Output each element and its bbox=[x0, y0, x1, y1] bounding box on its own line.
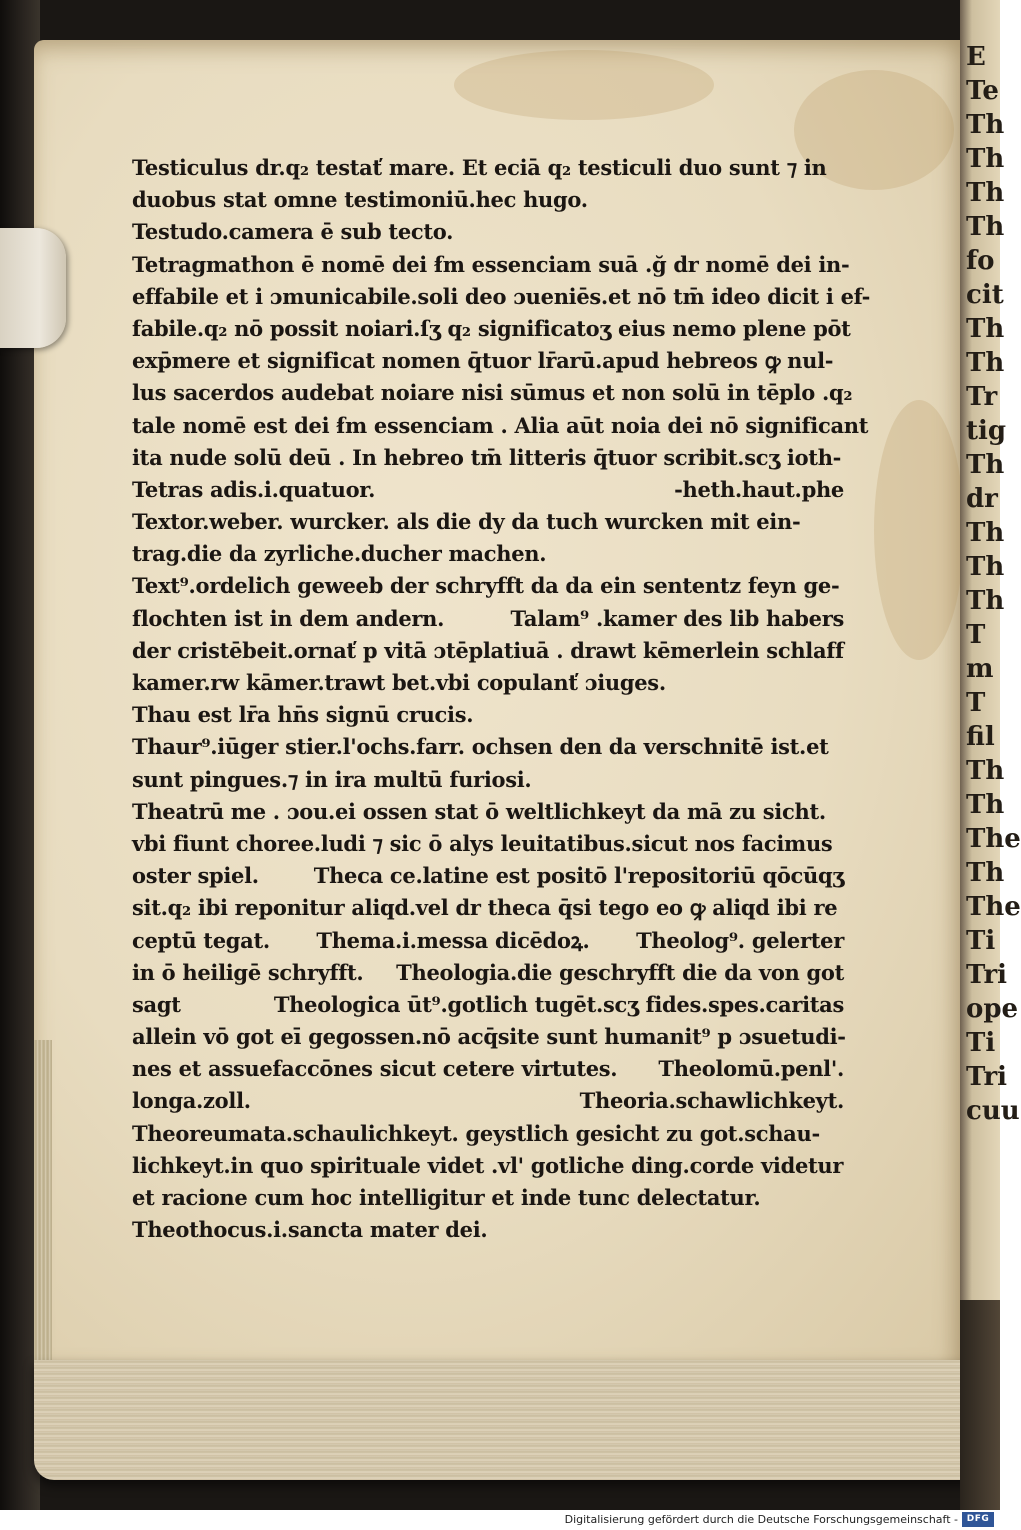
text-segment: der cristēbeit.ornať p vitā ɔtēplatiuā . drawt kēmerlein schlaff bbox=[132, 637, 844, 663]
facing-page-text bbox=[966, 40, 1021, 1300]
text-line bbox=[132, 152, 844, 184]
text-segment: duobus stat omne testimoniū.hec hugo. bbox=[132, 187, 588, 213]
facing-page-fragment: Ti bbox=[966, 1028, 996, 1058]
text-segment: Theca ce.latine est positō l'repositoriū qōcūqʒ bbox=[313, 863, 844, 889]
text-line bbox=[132, 313, 851, 345]
text-segment: Theologica ūt⁹.gotlich tugēt.scʒ fides.spes.caritas bbox=[273, 991, 844, 1017]
text-segment: kamer.rw kāmer.trawt bet.vbi copulanť ɔiuges. bbox=[132, 670, 666, 695]
facing-page-fragment: Th bbox=[966, 756, 1005, 786]
text-segment: Tetragmathon ē nomē dei ẜm essenciam suā .ğ dr nomē dei in- bbox=[132, 251, 850, 277]
text-segment: Thau est lr̄a hn̄s signū crucis. bbox=[132, 702, 474, 728]
text-line bbox=[132, 442, 844, 474]
text-line bbox=[132, 828, 844, 860]
water-stain bbox=[454, 50, 714, 120]
text-line bbox=[132, 925, 844, 957]
text-line bbox=[132, 410, 869, 442]
text-line bbox=[132, 892, 844, 924]
text-segment: Theologia.die geschryfft die da von got bbox=[396, 959, 844, 985]
text-segment: Thema.i.messa dicēdoꝝ. bbox=[316, 927, 590, 953]
page-text-block bbox=[132, 152, 871, 1246]
facing-page-fragment: The bbox=[966, 892, 1021, 922]
text-line bbox=[132, 635, 844, 667]
facing-page-fragment: Th bbox=[966, 586, 1005, 616]
text-line bbox=[132, 1182, 844, 1214]
text-line bbox=[132, 345, 844, 377]
facing-page-fragment: Tri bbox=[966, 1062, 1008, 1092]
text-segment: Theolog⁹. gelerter bbox=[636, 927, 844, 953]
text-segment: Theatrū me . ɔou.ei ossen stat ō weltlichkeyt da mā zu sicht. bbox=[132, 798, 826, 824]
facing-page-fragment: fil bbox=[966, 722, 995, 752]
text-line bbox=[132, 957, 844, 989]
facing-page-fragment: dr bbox=[966, 484, 998, 514]
text-segment: sunt pingues.⁊ in ira multū furiosi. bbox=[132, 766, 532, 792]
text-line bbox=[132, 731, 844, 763]
text-segment: sit.q₂ ibi reponitur aliqd.vel dr theca q̄si tego eo ꝙ aliqd ibi re bbox=[132, 895, 838, 921]
text-segment: Textor.weber. wurcker. als die dy da tuch wurcken mit ein- bbox=[132, 509, 801, 535]
facing-page-shadow bbox=[960, 1300, 1000, 1510]
text-segment: Testudo.camera ē sub tecto. bbox=[132, 219, 454, 245]
text-segment: Tetras adis.i.quatuor. bbox=[132, 476, 376, 502]
facing-page-fragment: The bbox=[966, 824, 1021, 854]
text-line bbox=[132, 860, 844, 892]
text-line bbox=[132, 699, 844, 731]
text-line bbox=[132, 603, 844, 635]
water-stain bbox=[874, 400, 964, 660]
text-line bbox=[132, 216, 844, 248]
text-segment: Testiculus dr.q₂ testať mare. Et eciā q₂ testiculi duo sunt ⁊ in bbox=[132, 155, 827, 180]
facing-page-fragment: ope bbox=[966, 994, 1019, 1024]
text-segment: -heth.haut.phe bbox=[674, 476, 844, 502]
text-line bbox=[132, 570, 844, 602]
text-segment: vbi fiunt choree.ludi ⁊ sic ō alys leuitatibus.sicut nos facimus bbox=[132, 830, 833, 856]
text-line bbox=[132, 184, 844, 216]
facing-page-fragment: Th bbox=[966, 144, 1005, 174]
text-line bbox=[132, 474, 844, 506]
text-line bbox=[132, 538, 844, 570]
text-line bbox=[132, 1053, 844, 1085]
text-segment: Thaur⁹.iūger stier.l'ochs.farr. ochsen den da verschnitē ist.et bbox=[132, 734, 829, 760]
text-segment: lichkeyt.in quo spirituale videt .vl' gotliche ding.corde videtur bbox=[132, 1152, 844, 1178]
text-segment: ceptū tegat. bbox=[132, 927, 270, 953]
text-segment: trag.die da zyrliche.ducher machen. bbox=[132, 541, 547, 567]
text-segment: lus sacerdos audebat noiare nisi sūmus et non solū in tēplo .q₂ bbox=[132, 380, 853, 406]
text-line bbox=[132, 764, 844, 796]
text-line bbox=[132, 1214, 844, 1246]
text-segment: flochten ist in dem andern. bbox=[132, 605, 445, 631]
text-segment: Theoreumata.schaulichkeyt. geystlich gesicht zu got.schau- bbox=[132, 1120, 820, 1146]
facing-page-fragment: Tri bbox=[966, 960, 1008, 990]
text-segment: Talam⁹ .kamer des lib habers bbox=[510, 605, 844, 631]
facing-page-fragment: Ti bbox=[966, 926, 996, 956]
text-line bbox=[132, 377, 853, 409]
facing-page-fragment: E bbox=[966, 42, 986, 72]
text-line bbox=[132, 1150, 844, 1182]
facing-page-fragment: fo bbox=[966, 246, 995, 276]
text-segment: allein vō got eī gegossen.nō acq̄site sunt humanit⁹ p ɔsuetudi- bbox=[132, 1024, 846, 1050]
facing-page-fragment: Th bbox=[966, 552, 1005, 582]
book-clasp bbox=[0, 228, 66, 348]
page-edges-bottom bbox=[34, 1360, 974, 1480]
text-segment: effabile et i ɔmunicabile.soli deo ɔueniēs.et nō tm̄ ideo dicit i ef- bbox=[132, 283, 871, 309]
text-segment: tale nomē est dei ẜm essenciam . Alia aūt noia dei nō significant bbox=[132, 412, 869, 438]
text-line bbox=[132, 1021, 844, 1053]
facing-page-fragment: Tr bbox=[966, 382, 998, 412]
text-segment: sagt bbox=[132, 991, 181, 1017]
text-line bbox=[132, 281, 871, 313]
text-segment: longa.zoll. bbox=[132, 1088, 251, 1114]
facing-page-fragment: Th bbox=[966, 450, 1005, 480]
facing-page-fragment: m bbox=[966, 654, 994, 684]
facing-page-fragment: Th bbox=[966, 790, 1005, 820]
facing-page-fragment: Te bbox=[966, 76, 999, 106]
text-segment: Theolomū.penl'. bbox=[658, 1056, 844, 1082]
text-line bbox=[132, 249, 850, 281]
facing-page-fragment: Th bbox=[966, 178, 1005, 208]
text-line bbox=[132, 1118, 844, 1150]
facing-page-fragment: Th bbox=[966, 858, 1005, 888]
text-line bbox=[132, 506, 844, 538]
text-segment: et racione cum hoc intelligitur et inde tunc delectatur. bbox=[132, 1185, 761, 1210]
text-segment: fabile.q₂ nō possit noiari.ſʒ q₂ significatoʒ eius nemo plene pōt bbox=[132, 315, 851, 341]
facing-page-fragment: Th bbox=[966, 348, 1005, 378]
text-segment: oster spiel. bbox=[132, 863, 259, 889]
facing-page-fragment: tig bbox=[966, 416, 1007, 446]
facing-page-fragment: T bbox=[966, 620, 986, 650]
facing-page-fragment: cit bbox=[966, 280, 1004, 310]
text-segment: ita nude solū deū . In hebreo tm̄ litteris q̄tuor scribit.scʒ ioth- bbox=[132, 444, 842, 470]
facing-page-fragment: Th bbox=[966, 314, 1005, 344]
facing-page-fragment: cuu bbox=[966, 1096, 1020, 1126]
facing-page-fragment: Th bbox=[966, 212, 1005, 242]
footer-credit: Digitalisierung gefördert durch die Deutsche Forschungsgemeinschaft - bbox=[564, 1513, 958, 1526]
text-line bbox=[132, 667, 844, 699]
text-segment: exp̄mere et significat nomen q̄tuor lr̄arū.apud hebreos ꝙ nul- bbox=[132, 348, 834, 374]
text-segment: in ō heiligē schryfft. bbox=[132, 959, 364, 985]
facing-page-fragment: Th bbox=[966, 518, 1005, 548]
footer-bar bbox=[0, 1510, 1000, 1530]
text-line bbox=[132, 1085, 844, 1117]
facing-page-fragment: Th bbox=[966, 110, 1005, 140]
text-segment: Text⁹.ordelich geweeb der schryfft da da ein sententz feyn ge- bbox=[132, 573, 840, 599]
text-line bbox=[132, 989, 844, 1021]
facing-page-fragment: T bbox=[966, 688, 986, 718]
text-segment: nes et assuefaccōnes sicut cetere virtutes. bbox=[132, 1056, 618, 1082]
dfg-logo-icon: DFG bbox=[962, 1512, 994, 1527]
text-line bbox=[132, 796, 844, 828]
text-segment: Theoria.schawlichkeyt. bbox=[579, 1088, 844, 1114]
text-segment: Theothocus.i.sancta mater dei. bbox=[132, 1217, 488, 1243]
